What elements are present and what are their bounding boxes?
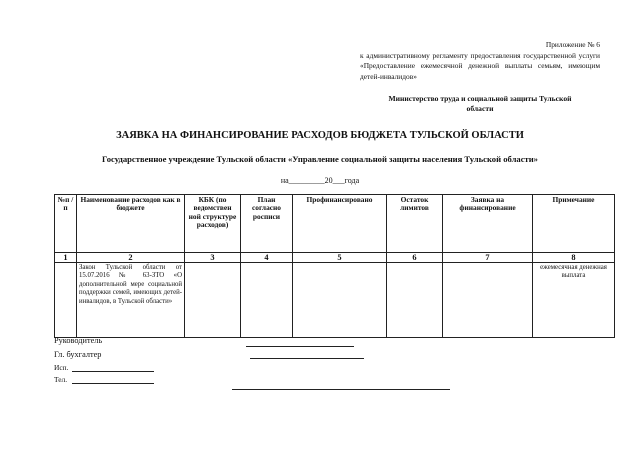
- note-cell: ежемесячная денежная выплата: [533, 263, 615, 338]
- phone-label: Тел.: [54, 375, 68, 384]
- expense-name-cell: Закон Тульской области от 15.07.2016 № 63-ЗТО «О дополнительной мере социальной поддержки семей, имеющих детей-инвалидов, в Тульской области»: [77, 263, 185, 338]
- table-row: [55, 263, 615, 338]
- phone-line: [72, 383, 154, 384]
- appendix-number: Приложение № 6: [545, 40, 600, 49]
- header-cell: Наименование расходов как в бюджете: [77, 195, 185, 253]
- document-title: ЗАЯВКА НА ФИНАНСИРОВАНИЕ РАСХОДОВ БЮДЖЕТА ТУЛЬСКОЙ ОБЛАСТИ: [116, 130, 524, 141]
- financing-table: [54, 194, 615, 338]
- column-number: 4: [241, 253, 293, 263]
- ministry-name: Министерство труда и социальной защиты Тульской области: [388, 94, 572, 113]
- header-cell: Заявка на финансирование: [443, 195, 533, 253]
- header-cell: Примечание: [533, 195, 615, 253]
- date-line: на_________20___года: [280, 176, 360, 185]
- financed-cell: [293, 263, 387, 338]
- header-cell: Профинансировано: [293, 195, 387, 253]
- column-number-row: [55, 253, 615, 263]
- executor-label: Исп.: [54, 363, 69, 372]
- institution-name: Государственное учреждение Тульской области «Управление социальной защиты населения Тульской области»: [102, 154, 538, 164]
- column-number: 7: [443, 253, 533, 263]
- head-signature-line: [246, 346, 354, 347]
- column-number: 5: [293, 253, 387, 263]
- plan-cell: [241, 263, 293, 338]
- column-number: 3: [185, 253, 241, 263]
- kbk-cell: [185, 263, 241, 338]
- table-header-row: [55, 195, 615, 253]
- header-cell: План согласно росписи: [241, 195, 293, 253]
- bottom-signature-line: [232, 389, 450, 390]
- remainder-cell: [387, 263, 443, 338]
- row-number-cell: [55, 263, 77, 338]
- header-cell: КБК (по ведомствен ной структуре расходов): [185, 195, 241, 253]
- request-cell: [443, 263, 533, 338]
- chief-accountant-label: Гл. бухгалтер: [54, 350, 102, 359]
- column-number: 1: [55, 253, 77, 263]
- column-number: 2: [77, 253, 185, 263]
- head-signature-label: Руководитель: [54, 336, 103, 345]
- appendix-block: [360, 40, 600, 82]
- executor-line: [72, 371, 154, 372]
- header-cell: №п /п: [55, 195, 77, 253]
- appendix-text: к административному регламенту предоставления государственной услуги «Предоставление ежемесячной денежной выплаты семьям, имеющим детей-инвалидов»: [360, 50, 600, 81]
- column-number: 8: [533, 253, 615, 263]
- header-cell: Остаток лимитов: [387, 195, 443, 253]
- column-number: 6: [387, 253, 443, 263]
- accountant-signature-line: [250, 358, 364, 359]
